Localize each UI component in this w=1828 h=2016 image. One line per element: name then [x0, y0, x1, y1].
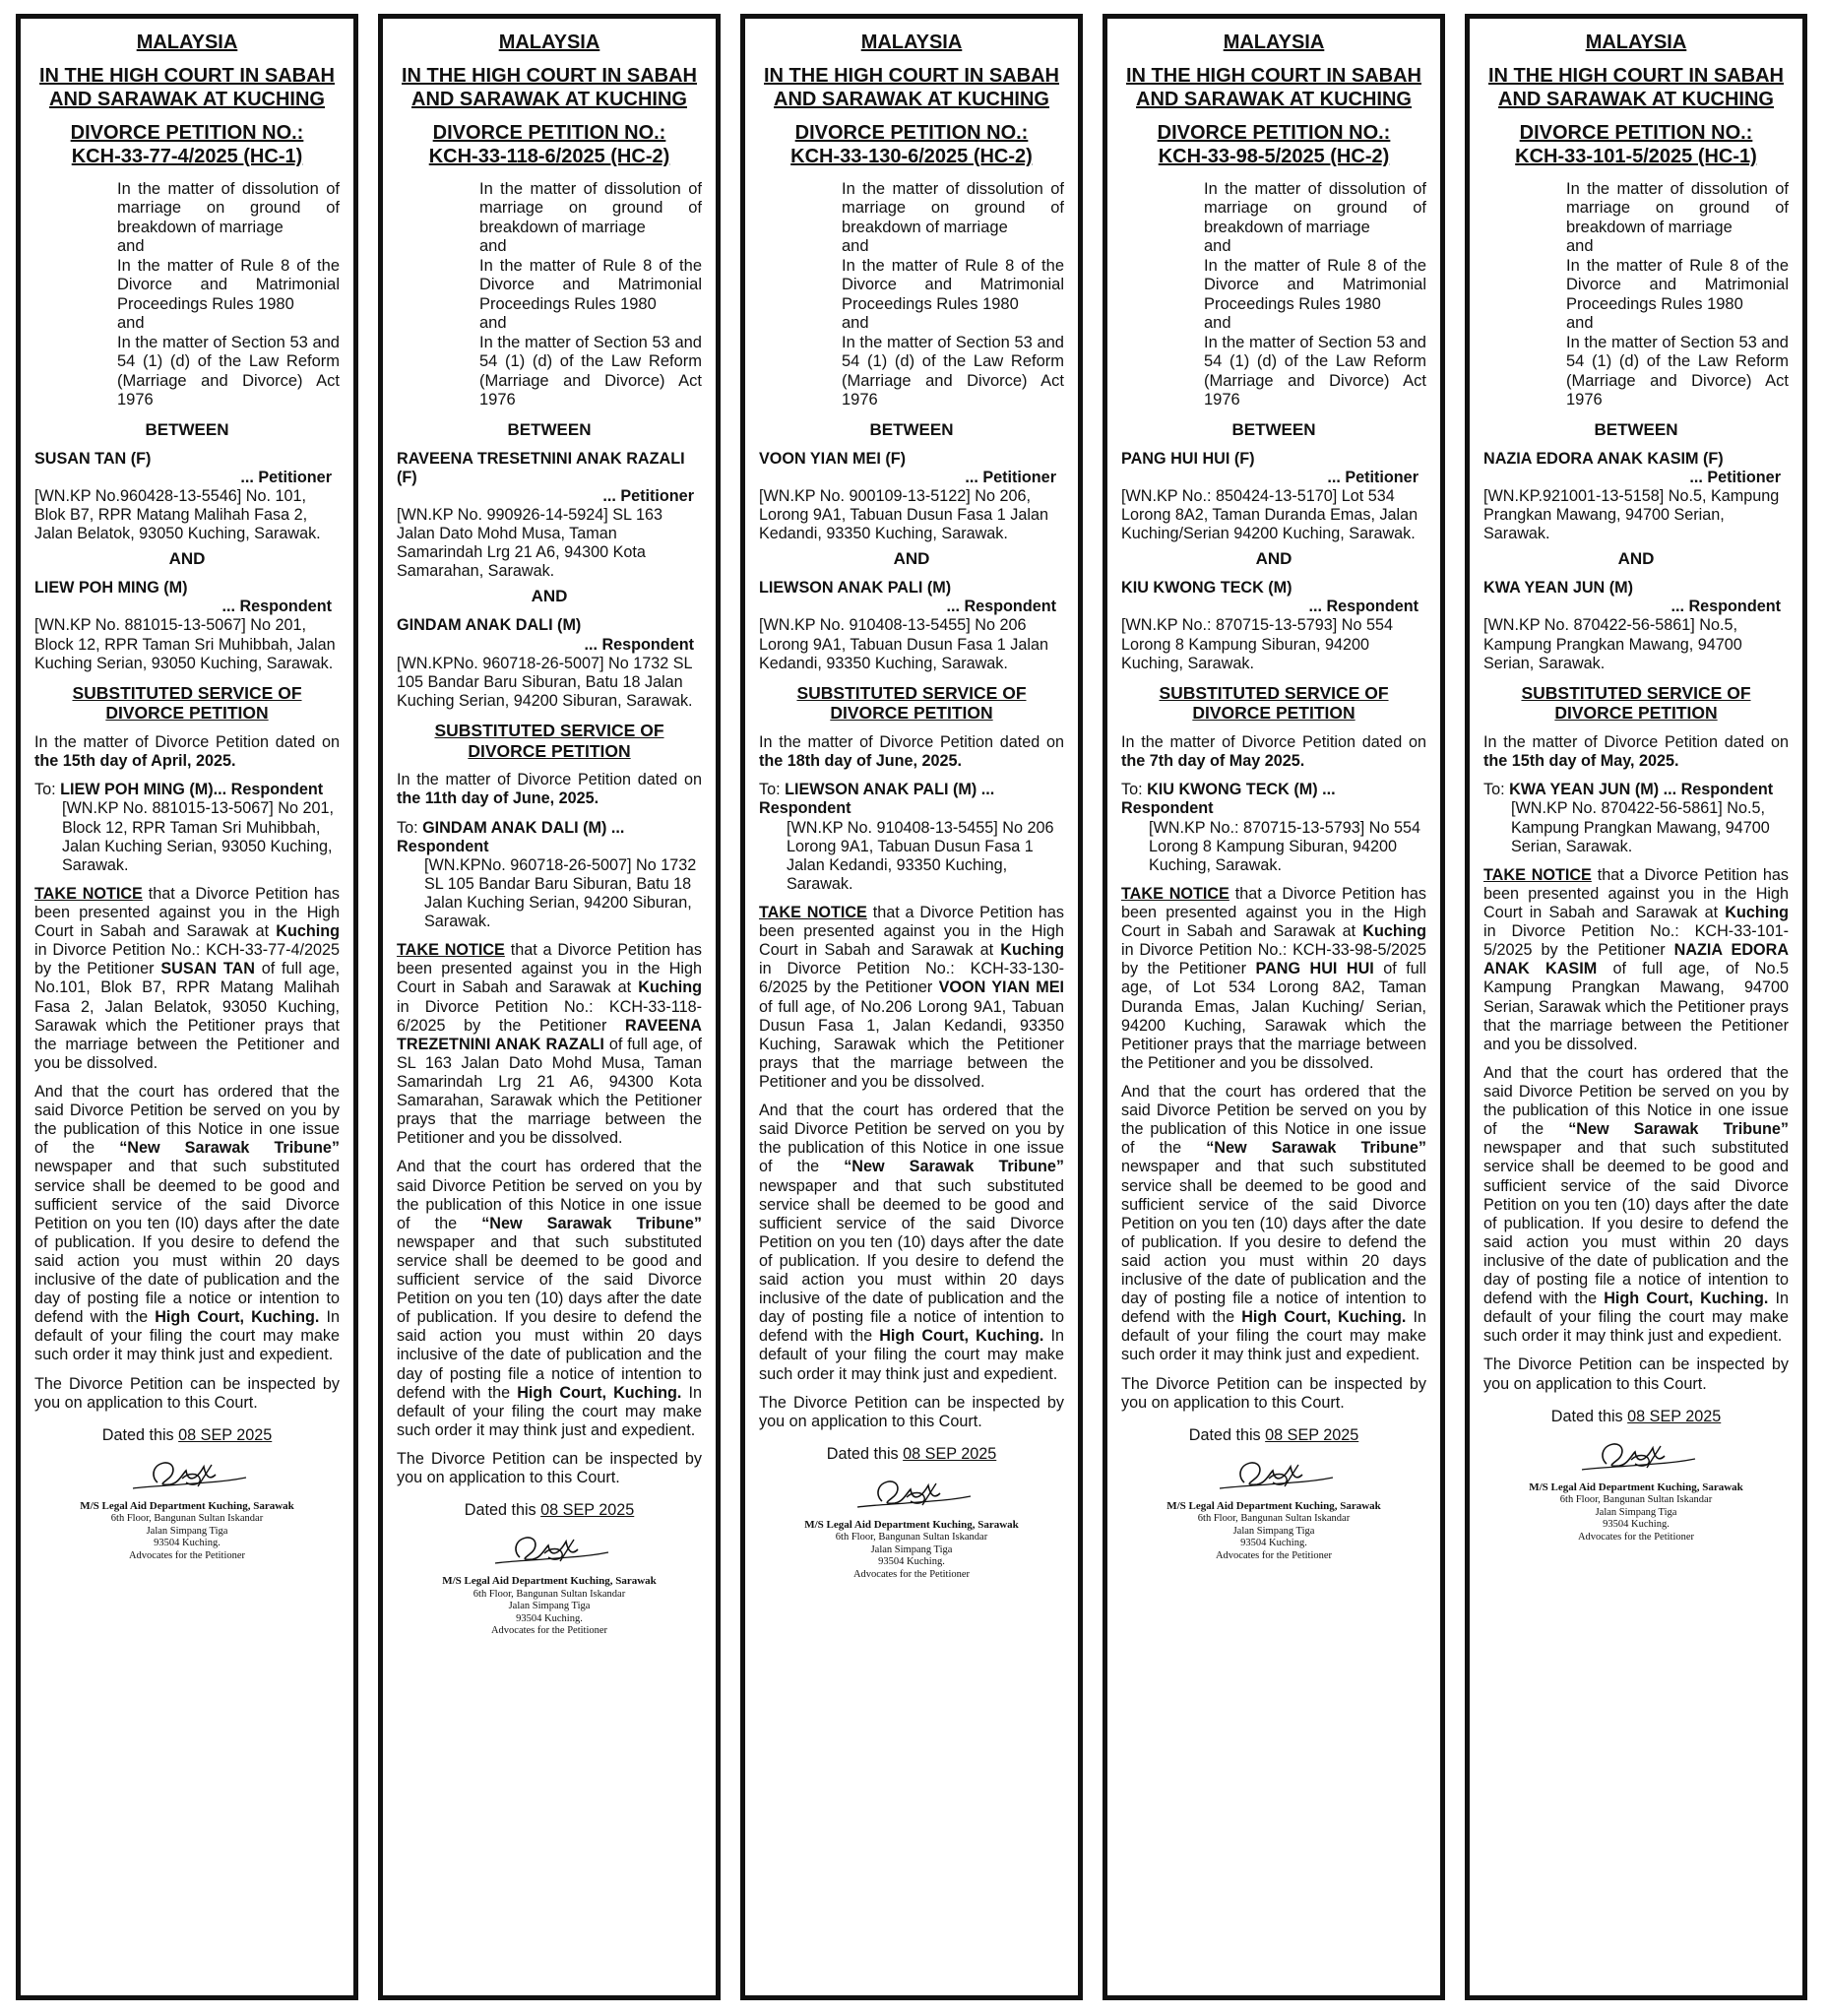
to-block — [397, 819, 702, 932]
dated-day: the 11th day of June, 2025. — [397, 789, 599, 808]
firm-postcode: 93504 Kuching. — [1603, 1519, 1670, 1531]
order-text-b: newspaper and that such substituted service shall be deemed to be good and sufficient service of the said Divorce Petition on you ten (I0) days after the date of publication. If you desire to defend the said action you must within 20 days inclusive of the date of publication and the day of posting file a notice or intention to defend with the — [34, 1158, 340, 1327]
notice-kuching: Kuching — [638, 978, 703, 997]
between-heading: BETWEEN — [507, 419, 592, 439]
petition-dated — [759, 733, 1064, 771]
to-name: GINDAM ANAK DALI (M) ... Respondent — [397, 818, 625, 855]
court-short: High Court, Kuching. — [879, 1327, 1044, 1346]
matter-dissolution: In the matter of dissolution of marriage on ground of breakdown of marriage — [1204, 180, 1426, 236]
respondent-role: ... Respondent — [1308, 598, 1418, 616]
petition-label: DIVORCE PETITION NO.: — [432, 122, 666, 144]
dated-label: Dated this — [464, 1501, 536, 1520]
dated-intro: In the matter of Divorce Petition dated on — [34, 733, 340, 752]
matter-and: and — [479, 314, 507, 333]
respondent-role: ... Respondent — [221, 598, 332, 616]
notice-text-a: that a Divorce Petition has been presented against you in the High Court in Sabah and Sarawak at — [1121, 884, 1427, 941]
take-notice-label: TAKE NOTICE — [397, 941, 505, 960]
matter-and: and — [479, 237, 507, 256]
petitioner-address: [WN.KP No.: 850424-13-5170] Lot 534 Lorong 8A2, Taman Duranda Emas, Jalan Kuching/Serian 94200 Kuching, Sarawak. — [1121, 486, 1418, 543]
petition-number: KCH-33-101-5/2025 (HC-1) — [1515, 146, 1757, 167]
petitioner-address: [WN.KP No. 990926-14-5924] SL 163 Jalan Dato Mohd Musa, Taman Samarindah Lrg 21 A6, 94300 Kota Samarahan, Sarawak. — [397, 506, 662, 581]
to-address: [WN.KP No.: 870715-13-5793] No 554 Lorong 8 Kampung Siburan, 94200 Kuching, Sarawak. — [1149, 818, 1420, 874]
petition-label: DIVORCE PETITION NO.: — [794, 122, 1029, 144]
matter-and: and — [117, 314, 145, 333]
firm-role: Advocates for the Petitioner — [128, 1549, 246, 1561]
dated-line — [1483, 1408, 1789, 1426]
notice-text-c: of full age, of No.5 Kampung Prangkan Mawang, 94700 Serian, Sarawak which the Petitioner prays that the marriage between the Petitioner and you be dissolved. — [1483, 960, 1789, 1053]
matter-section-53: In the matter of Section 53 and 54 (1) (d) of the Law Reform (Marriage and Divorce) Act 1976 — [1204, 333, 1426, 410]
court-heading: IN THE HIGH COURT IN SABAH AND SARAWAK AT KUCHING — [402, 65, 697, 110]
dated-label: Dated this — [101, 1425, 174, 1444]
petition-dated — [34, 733, 340, 771]
notice-text-a: that a Divorce Petition has been presented against you in the High Court in Sabah and Sarawak at — [397, 941, 703, 997]
firm-name: M/S Legal Aid Department Kuching, Sarawak — [804, 1519, 1019, 1532]
signature-icon — [1200, 1453, 1348, 1500]
to-name: LIEWSON ANAK PALI (M) ... Respondent — [759, 781, 995, 818]
matter-rule-8: In the matter of Rule 8 of the Divorce and Matrimonial Proceedings Rules 1980 — [1566, 256, 1789, 313]
matter-rule-8: In the matter of Rule 8 of the Divorce and Matrimonial Proceedings Rules 1980 — [842, 256, 1064, 313]
respondent-address: [WN.KPNo. 960718-26-5007] No 1732 SL 105 Bandar Baru Siburan, Batu 18 Jalan Kuching Serian, 94200 Siburan, Sarawak. — [397, 654, 693, 710]
petition-dated — [397, 771, 702, 808]
petition-dated — [1483, 733, 1789, 771]
matter-and: and — [1566, 237, 1594, 256]
order-text-b: newspaper and that such substituted service shall be deemed to be good and sufficient service of the said Divorce Petition on you ten (10) days after the date of publication. If you desire to defend the said action you must within 20 days inclusive of the date of publication and the day of posting file a notice of intention to defend with the — [397, 1232, 702, 1402]
dated-value: 08 SEP 2025 — [540, 1501, 635, 1520]
order-text-c: In default of your filing the court may make such order it may think just and expedient. — [397, 1383, 703, 1439]
notice-petitioner: NAZIA EDORA ANAK KASIM — [1483, 941, 1790, 978]
take-notice-paragraph — [397, 941, 702, 1148]
to-address: [WN.KP No. 881015-13-5067] No 201, Block 12, RPR Taman Sri Muhibbah, Jalan Kuching Serian, 93050 Kuching, Sarawak. — [62, 799, 334, 874]
respondent-address: [WN.KP No. 870422-56-5861] No.5, Kampung Prangkan Mawang, 94700 Serian, Sarawak. — [1483, 616, 1742, 672]
petitioner-role: ... Petitioner — [240, 468, 332, 486]
notice-text-a: that a Divorce Petition has been presented against you in the High Court in Sabah and Sarawak at — [1483, 865, 1790, 921]
petitioner-name: VOON YIAN MEI (F) — [759, 449, 906, 468]
country-heading: MALAYSIA — [1585, 32, 1687, 53]
divorce-notice — [740, 14, 1083, 2000]
firm-postcode: 93504 Kuching. — [516, 1612, 583, 1624]
order-text-a: And that the court has ordered that the said Divorce Petition be served on you by the publication of this Notice in one issue of the — [397, 1158, 702, 1232]
petitioner-role: ... Petitioner — [965, 468, 1056, 486]
petitioner-role: ... Petitioner — [1327, 468, 1418, 486]
petitioner-line — [34, 450, 340, 487]
substituted-service-title: SUBSTITUTED SERVICE OF DIVORCE PETITION — [434, 721, 664, 761]
order-text-c: In default of your filing the court may make such order it may think just and expedient. — [1483, 1290, 1790, 1346]
inspect-paragraph: The Divorce Petition can be inspected by you on application to this Court. — [34, 1374, 340, 1412]
notice-kuching: Kuching — [1362, 922, 1427, 941]
respondent-name: LIEWSON ANAK PALI (M) — [759, 579, 952, 598]
petitioner-address: [WN.KP No.960428-13-5546] No. 101, Blok B7, RPR Matang Malihah Fasa 2, Jalan Belatok, 93050 Kuching, Sarawak. — [34, 486, 321, 543]
firm-street: Jalan Simpang Tiga — [1595, 1506, 1677, 1518]
petition-label: DIVORCE PETITION NO.: — [1157, 122, 1391, 144]
notice-kuching: Kuching — [276, 922, 341, 941]
newspaper-name: “New Sarawak Tribune” — [1206, 1139, 1426, 1158]
respondent-line — [1483, 579, 1789, 616]
respondent-name: GINDAM ANAK DALI (M) — [397, 616, 582, 635]
petition-number: KCH-33-130-6/2025 (HC-2) — [790, 146, 1033, 167]
substituted-service-title: SUBSTITUTED SERVICE OF DIVORCE PETITION — [1159, 682, 1389, 724]
matter-block — [1204, 180, 1426, 410]
dated-line — [759, 1445, 1064, 1464]
and-heading: AND — [893, 549, 930, 569]
signature-icon — [838, 1472, 985, 1519]
notice-text-b: in Divorce Petition No.: KCH-33-118-6/2025 by the Petitioner — [397, 997, 702, 1035]
notice-text-c: of full age, of Lot 534 Lorong 8A2, Taman Duranda Emas, Jalan Kuching/ Serian, 94200 Kuching, Sarawak which the Petitioner prays that the marriage between the Petitioner and you be dissolved. — [1121, 960, 1426, 1072]
dated-label: Dated this — [1188, 1425, 1261, 1444]
take-notice-paragraph — [1121, 885, 1426, 1073]
between-heading: BETWEEN — [1231, 419, 1316, 439]
respondent-role: ... Respondent — [1670, 598, 1781, 616]
notice-text-c: of full age, No.101, Blok B7, RPR Matang Malihah Fasa 2, Jalan Belatok, 93050 Kuching, Sarawak which the Petitioner prays that the marriage between the Petitioner and you be dissolved. — [34, 960, 340, 1072]
notice-text-b: in Divorce Petition No.: KCH-33-101-5/2025 by the Petitioner — [1483, 922, 1789, 960]
petitioner-role: ... Petitioner — [602, 486, 694, 505]
take-notice-paragraph — [759, 904, 1064, 1092]
order-text-b: newspaper and that such substituted service shall be deemed to be good and sufficient service of the said Divorce Petition on you ten (10) days after the date of publication. If you desire to defend the said action you must within 20 days inclusive of the date of publication and the day of posting file a notice of intention to defend with the — [759, 1176, 1064, 1346]
order-paragraph — [1121, 1083, 1426, 1365]
matter-and: and — [842, 237, 869, 256]
to-label: To: — [397, 818, 418, 837]
firm-street: Jalan Simpang Tiga — [146, 1525, 228, 1537]
court-short: High Court, Kuching. — [1241, 1308, 1407, 1327]
petition-number: KCH-33-77-4/2025 (HC-1) — [71, 146, 303, 167]
take-notice-paragraph — [1483, 866, 1789, 1054]
firm-street: Jalan Simpang Tiga — [870, 1544, 953, 1555]
dated-line — [34, 1426, 340, 1445]
firm-postcode: 93504 Kuching. — [154, 1538, 221, 1549]
newspaper-name: “New Sarawak Tribune” — [1568, 1120, 1789, 1139]
petitioner-name: SUSAN TAN (F) — [34, 449, 152, 468]
to-name: KWA YEAN JUN (M) ... Respondent — [1509, 781, 1774, 799]
dated-value: 08 SEP 2025 — [1627, 1407, 1722, 1425]
take-notice-label: TAKE NOTICE — [34, 884, 143, 903]
notice-text-a: that a Divorce Petition has been presented against you in the High Court in Sabah and Sarawak at — [759, 903, 1065, 960]
order-text-a: And that the court has ordered that the said Divorce Petition be served on you by the publication of this Notice in one issue of the — [1483, 1063, 1789, 1139]
respondent-address: [WN.KP No.: 870715-13-5793] No 554 Lorong 8 Kampung Siburan, 94200 Kuching, Sarawak. — [1121, 616, 1393, 672]
petitioner-address: [WN.KP.921001-13-5158] No.5, Kampung Prangkan Mawang, 94700 Serian, Sarawak. — [1483, 486, 1780, 543]
inspect-paragraph: The Divorce Petition can be inspected by you on application to this Court. — [397, 1450, 702, 1487]
firm-name: M/S Legal Aid Department Kuching, Sarawak — [1166, 1499, 1381, 1512]
firm-postcode: 93504 Kuching. — [1240, 1538, 1307, 1549]
petition-dated — [1121, 733, 1426, 771]
matter-rule-8: In the matter of Rule 8 of the Divorce and Matrimonial Proceedings Rules 1980 — [1204, 256, 1426, 313]
to-block — [1483, 781, 1789, 855]
respondent-name: LIEW POH MING (M) — [34, 579, 188, 598]
dated-day: the 7th day of May 2025. — [1121, 752, 1305, 771]
dated-day: the 15th day of April, 2025. — [34, 752, 236, 771]
take-notice-paragraph — [34, 885, 340, 1073]
dated-label: Dated this — [826, 1444, 899, 1463]
substituted-service-title: SUBSTITUTED SERVICE OF DIVORCE PETITION — [72, 682, 302, 724]
matter-and: and — [842, 314, 869, 333]
dated-intro: In the matter of Divorce Petition dated on — [397, 771, 702, 789]
firm-floor: 6th Floor, Bangunan Sultan Iskandar — [1559, 1494, 1713, 1505]
and-heading: AND — [1617, 549, 1655, 569]
matter-dissolution: In the matter of dissolution of marriage on ground of breakdown of marriage — [1566, 180, 1789, 236]
petition-number: KCH-33-98-5/2025 (HC-2) — [1158, 146, 1390, 167]
newspaper-name: “New Sarawak Tribune” — [119, 1139, 340, 1158]
dated-value: 08 SEP 2025 — [1265, 1425, 1359, 1444]
petitioner-line — [1483, 450, 1789, 487]
petitioner-role: ... Petitioner — [1689, 468, 1781, 486]
notice-kuching: Kuching — [1000, 941, 1065, 960]
inspect-paragraph: The Divorce Petition can be inspected by you on application to this Court. — [1121, 1374, 1426, 1412]
country-heading: MALAYSIA — [136, 32, 238, 53]
firm-name: M/S Legal Aid Department Kuching, Sarawak — [1529, 1480, 1743, 1493]
firm-floor: 6th Floor, Bangunan Sultan Iskandar — [473, 1588, 626, 1600]
matter-section-53: In the matter of Section 53 and 54 (1) (d) of the Law Reform (Marriage and Divorce) Act 1976 — [479, 333, 702, 410]
court-heading: IN THE HIGH COURT IN SABAH AND SARAWAK AT KUCHING — [39, 65, 335, 110]
firm-block — [1121, 1500, 1426, 1563]
to-label: To: — [1483, 781, 1505, 799]
order-paragraph — [34, 1083, 340, 1365]
notice-text-b: in Divorce Petition No.: KCH-33-98-5/2025 by the Petitioner — [1121, 941, 1426, 978]
divorce-notice — [1465, 14, 1807, 2000]
divorce-notice — [16, 14, 358, 2000]
to-block — [1121, 781, 1426, 875]
notice-petitioner: PANG HUI HUI — [1255, 960, 1374, 978]
notice-petitioner: SUSAN TAN — [160, 960, 255, 978]
firm-role: Advocates for the Petitioner — [852, 1569, 971, 1580]
take-notice-label: TAKE NOTICE — [1483, 865, 1592, 884]
respondent-line — [759, 579, 1064, 616]
country-heading: MALAYSIA — [498, 32, 600, 53]
court-short: High Court, Kuching. — [1604, 1290, 1769, 1308]
firm-role: Advocates for the Petitioner — [490, 1625, 608, 1637]
respondent-role: ... Respondent — [946, 598, 1056, 616]
notice-kuching: Kuching — [1725, 903, 1790, 921]
dated-label: Dated this — [1550, 1407, 1623, 1425]
to-name: LIEW POH MING (M)... Respondent — [60, 781, 324, 799]
signature-icon — [1562, 1434, 1710, 1481]
substituted-service-title: SUBSTITUTED SERVICE OF DIVORCE PETITION — [1521, 682, 1751, 724]
order-paragraph — [1483, 1064, 1789, 1347]
respondent-name: KWA YEAN JUN (M) — [1483, 579, 1633, 598]
respondent-line — [34, 579, 340, 616]
court-heading: IN THE HIGH COURT IN SABAH AND SARAWAK AT KUCHING — [764, 65, 1059, 110]
substituted-service-title: SUBSTITUTED SERVICE OF DIVORCE PETITION — [796, 682, 1027, 724]
court-short: High Court, Kuching. — [517, 1383, 682, 1402]
matter-section-53: In the matter of Section 53 and 54 (1) (d) of the Law Reform (Marriage and Divorce) Act 1976 — [1566, 333, 1789, 410]
matter-dissolution: In the matter of dissolution of marriage on ground of breakdown of marriage — [842, 180, 1064, 236]
to-address: [WN.KPNo. 960718-26-5007] No 1732 SL 105 Bandar Baru Siburan, Batu 18 Jalan Kuching Serian, 94200 Siburan, Sarawak. — [424, 855, 697, 931]
notice-text-b: in Divorce Petition No.: KCH-33-77-4/2025 by the Petitioner — [34, 941, 340, 978]
firm-role: Advocates for the Petitioner — [1577, 1531, 1695, 1543]
dated-intro: In the matter of Divorce Petition dated on — [1483, 733, 1789, 752]
signature-icon — [475, 1528, 623, 1575]
dated-intro: In the matter of Divorce Petition dated on — [759, 733, 1064, 752]
to-label: To: — [34, 781, 56, 799]
between-heading: BETWEEN — [145, 419, 229, 439]
matter-section-53: In the matter of Section 53 and 54 (1) (d) of the Law Reform (Marriage and Divorce) Act 1976 — [117, 333, 340, 410]
firm-floor: 6th Floor, Bangunan Sultan Iskandar — [110, 1513, 264, 1525]
dated-line — [1121, 1426, 1426, 1445]
firm-block — [1483, 1481, 1789, 1544]
firm-role: Advocates for the Petitioner — [1215, 1549, 1333, 1561]
order-text-c: In default of your filing the court may make such order it may think just and expedient. — [759, 1327, 1065, 1383]
and-heading: AND — [531, 587, 568, 606]
divorce-notice — [1103, 14, 1445, 2000]
take-notice-label: TAKE NOTICE — [1121, 884, 1229, 903]
matter-section-53: In the matter of Section 53 and 54 (1) (d) of the Law Reform (Marriage and Divorce) Act 1976 — [842, 333, 1064, 410]
to-label: To: — [759, 781, 781, 799]
respondent-name: KIU KWONG TECK (M) — [1121, 579, 1292, 598]
notice-text-c: of full age, of No.206 Lorong 9A1, Tabuan Dusun Fasa 1, Jalan Kedandi, 93350 Kuching, Sarawak which the Petitioner prays that the marriage between the Petitioner and you be dissolved. — [759, 997, 1064, 1091]
petition-number: KCH-33-118-6/2025 (HC-2) — [428, 146, 670, 167]
order-text-b: newspaper and that such substituted service shall be deemed to be good and sufficient service of the said Divorce Petition on you ten (10) days after the date of publication. If you desire to defend the said action you must within 20 days inclusive of the date of publication and the day of posting file a notice of intention to defend with the — [1483, 1139, 1789, 1308]
take-notice-label: TAKE NOTICE — [759, 903, 867, 921]
petitioner-name: RAVEENA TRESETNINI ANAK RAZALI (F) — [397, 449, 685, 486]
matter-block — [842, 180, 1064, 410]
firm-name: M/S Legal Aid Department Kuching, Sarawak — [442, 1575, 657, 1588]
petitioner-line — [759, 450, 1064, 487]
matter-block — [117, 180, 340, 410]
matter-dissolution: In the matter of dissolution of marriage on ground of breakdown of marriage — [117, 180, 340, 236]
and-heading: AND — [168, 549, 206, 569]
firm-block — [397, 1575, 702, 1638]
court-short: High Court, Kuching. — [155, 1308, 320, 1327]
newspaper-name: “New Sarawak Tribune” — [481, 1214, 702, 1232]
dated-day: the 18th day of June, 2025. — [759, 752, 963, 771]
petitioner-name: NAZIA EDORA ANAK KASIM (F) — [1483, 449, 1724, 468]
and-heading: AND — [1255, 549, 1292, 569]
notice-petitioner: VOON YIAN MEI — [938, 978, 1064, 997]
country-heading: MALAYSIA — [1223, 32, 1325, 53]
to-address: [WN.KP No. 870422-56-5861] No.5, Kampung Prangkan Mawang, 94700 Serian, Sarawak. — [1511, 799, 1770, 855]
dated-day: the 15th day of May, 2025. — [1483, 752, 1679, 771]
petition-label: DIVORCE PETITION NO.: — [1519, 122, 1753, 144]
petitioner-line — [397, 450, 702, 506]
respondent-address: [WN.KP No. 910408-13-5455] No 206 Lorong 9A1, Tabuan Dusun Fasa 1 Jalan Kedandi, 93350 Kuching, Sarawak. — [759, 616, 1048, 672]
firm-postcode: 93504 Kuching. — [878, 1556, 945, 1568]
notice-text-a: that a Divorce Petition has been presented against you in the High Court in Sabah and Sarawak at — [34, 884, 341, 941]
order-text-b: newspaper and that such substituted service shall be deemed to be good and sufficient service of the said Divorce Petition on you ten (10) days after the date of publication. If you desire to defend the said action you must within 20 days inclusive of the date of publication and the day of posting file a notice of intention to defend with the — [1121, 1158, 1426, 1327]
matter-rule-8: In the matter of Rule 8 of the Divorce and Matrimonial Proceedings Rules 1980 — [479, 256, 702, 313]
divorce-notice — [378, 14, 721, 2000]
matter-block — [479, 180, 702, 410]
signature-icon — [113, 1453, 261, 1500]
petitioner-line — [1121, 450, 1426, 487]
firm-street: Jalan Simpang Tiga — [1232, 1525, 1315, 1537]
respondent-address: [WN.KP No. 881015-13-5067] No 201, Block 12, RPR Taman Sri Muhibbah, Jalan Kuching Serian, 93050 Kuching, Sarawak. — [34, 616, 336, 672]
firm-floor: 6th Floor, Bangunan Sultan Iskandar — [1197, 1513, 1351, 1525]
dated-value: 08 SEP 2025 — [903, 1444, 997, 1463]
country-heading: MALAYSIA — [860, 32, 963, 53]
matter-and: and — [1204, 314, 1231, 333]
firm-street: Jalan Simpang Tiga — [508, 1601, 591, 1612]
respondent-line — [397, 616, 702, 654]
notice-text-c: of full age, of SL 163 Jalan Dato Mohd Musa, Taman Samarindah Lrg 21 A6, 94300 Kota Samarahan, Sarawak which the Petitioner prays that the marriage between the Petitioner and you be dissolved. — [397, 1035, 702, 1148]
matter-dissolution: In the matter of dissolution of marriage on ground of breakdown of marriage — [479, 180, 702, 236]
order-paragraph — [397, 1158, 702, 1440]
matter-block — [1566, 180, 1789, 410]
respondent-line — [1121, 579, 1426, 616]
matter-and: and — [1566, 314, 1594, 333]
inspect-paragraph: The Divorce Petition can be inspected by you on application to this Court. — [1483, 1355, 1789, 1393]
dated-value: 08 SEP 2025 — [178, 1425, 273, 1444]
order-text-a: And that the court has ordered that the said Divorce Petition be served on you by the publication of this Notice in one issue of the — [34, 1082, 340, 1158]
firm-floor: 6th Floor, Bangunan Sultan Iskandar — [835, 1532, 988, 1544]
court-heading: IN THE HIGH COURT IN SABAH AND SARAWAK AT KUCHING — [1126, 65, 1421, 110]
order-text-a: And that the court has ordered that the said Divorce Petition be served on you by the publication of this Notice in one issue of the — [1121, 1082, 1426, 1158]
inspect-paragraph: The Divorce Petition can be inspected by you on application to this Court. — [759, 1393, 1064, 1430]
petitioner-address: [WN.KP No. 900109-13-5122] No 206, Lorong 9A1, Tabuan Dusun Fasa 1 Jalan Kedandi, 93350 Kuching, Sarawak. — [759, 486, 1048, 543]
matter-and: and — [1204, 237, 1231, 256]
firm-block — [759, 1519, 1064, 1582]
to-block — [34, 781, 340, 875]
to-address: [WN.KP No. 910408-13-5455] No 206 Lorong 9A1, Tabuan Dusun Fasa 1 Jalan Kedandi, 93350 Kuching, Sarawak. — [787, 818, 1054, 893]
dated-line — [397, 1501, 702, 1520]
order-text-a: And that the court has ordered that the said Divorce Petition be served on you by the publication of this Notice in one issue of the — [759, 1102, 1064, 1176]
notice-text-b: in Divorce Petition No.: KCH-33-130-6/2025 by the Petitioner — [759, 960, 1064, 997]
to-block — [759, 781, 1064, 894]
matter-rule-8: In the matter of Rule 8 of the Divorce and Matrimonial Proceedings Rules 1980 — [117, 256, 340, 313]
dated-intro: In the matter of Divorce Petition dated on — [1121, 733, 1426, 752]
petition-label: DIVORCE PETITION NO.: — [70, 122, 304, 144]
matter-and: and — [117, 237, 145, 256]
firm-name: M/S Legal Aid Department Kuching, Sarawak — [80, 1499, 294, 1512]
order-paragraph — [759, 1102, 1064, 1384]
order-text-c: In default of your filing the court may make such order it may think just and expedient. — [1121, 1308, 1427, 1364]
notice-petitioner: RAVEENA TREZETNINI ANAK RAZALI — [397, 1016, 702, 1053]
respondent-role: ... Respondent — [584, 635, 694, 654]
to-name: KIU KWONG TECK (M) ... Respondent — [1121, 781, 1336, 818]
between-heading: BETWEEN — [869, 419, 954, 439]
between-heading: BETWEEN — [1594, 419, 1678, 439]
firm-block — [34, 1500, 340, 1563]
newspaper-name: “New Sarawak Tribune” — [844, 1158, 1064, 1176]
to-label: To: — [1121, 781, 1143, 799]
order-text-c: In default of your filing the court may make such order it may think just and expedient. — [34, 1308, 341, 1364]
petitioner-name: PANG HUI HUI (F) — [1121, 449, 1255, 468]
court-heading: IN THE HIGH COURT IN SABAH AND SARAWAK AT KUCHING — [1488, 65, 1784, 110]
